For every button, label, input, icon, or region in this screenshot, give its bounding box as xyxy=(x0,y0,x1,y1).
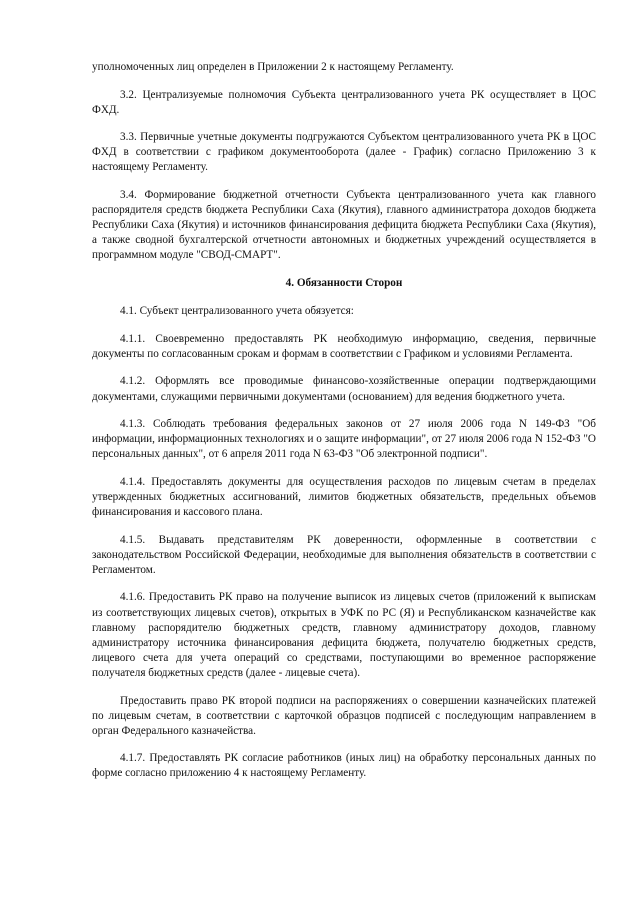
paragraph-continuation: уполномоченных лиц определен в Приложении 2 к настоящему Регламенту. xyxy=(92,61,454,73)
paragraph-4-1-7: 4.1.7. Предоставлять РК согласие работников (иных лиц) на обработку персональных данных по форме согласно приложению 4 к настоящему Регламенту. xyxy=(92,752,596,780)
paragraph-second-signature: Предоставить право РК второй подписи на распоряжениях о совершении казначейских платежей по лицевым счетам, в соответствии с карточкой образцов подписей с последующим направлением в орган Федерального казначейства. xyxy=(92,694,596,737)
paragraph-4-1-2: 4.1.2. Оформлять все проводимые финансово-хозяйственные операции подтверждающими документами, служащими первичными документами (основанием) для ведения бюджетного учета. xyxy=(92,375,596,403)
paragraph-4-1-6: 4.1.6. Предоставить РК право на получение выписок из лицевых счетов (приложений к выпискам из соответствующих лицевых счетов), открытых в УФК по РС (Я) и Республиканском казначействе как главному распорядителю бюджетных средств, главному администратору доходов, главному администратору источника финансирования дефицита бюджета, получателю бюджетных средств, лицевого счета для учета операций со средствами, поступающими во временное распоряжение получателя бюджетных средств (далее - лицевые счета). xyxy=(92,591,596,679)
paragraph-4-1-4: 4.1.4. Предоставлять документы для осуществления расходов по лицевым счетам в пределах утвержденных бюджетных ассигнований, лимитов бюджетных обязательств, предельных объемов финансирования и кассового плана. xyxy=(92,475,596,519)
paragraph-4-1-3: 4.1.3. Соблюдать требования федеральных законов от 27 июля 2006 года N 149-ФЗ "Об информации, информационных технологиях и о защите информации", от 27 июля 2006 года N 152-ФЗ "О персональных данных", от 6 апреля 2011 года N 63-ФЗ "Об электронной подписи". xyxy=(92,418,596,461)
paragraph-4-1: 4.1. Субъект централизованного учета обязуется: xyxy=(120,305,354,318)
section-heading: 4. Обязанности Сторон xyxy=(285,277,403,290)
paragraph-3-2: 3.2. Централизуемые полномочия Субъекта централизованного учета РК осуществляет в ЦОС ФХД. xyxy=(92,88,596,116)
paragraph-3-3: 3.3. Первичные учетные документы подгружаются Субъектом централизованного учета РК в ЦОС ФХД в соответствии с графиком документооборота (далее - График) согласно Приложению 3 к настоящему Регламенту. xyxy=(92,131,596,174)
paragraph-3-4: 3.4. Формирование бюджетной отчетности Субъекта централизованного учета как главного распорядителя средств бюджета Республики Саха (Якутия), главного администратора доходов бюджета Республики Саха (Якутия) и источников финансирования дефицита бюджета Республики Саха (Якутия), а также сводной бухгалтерской отчетности автономных и бюджетных учреждений осуществляется в программном модуле "СВОД-СМАРТ". xyxy=(92,189,596,262)
document-body xyxy=(92,60,596,794)
paragraph-4-1-1: 4.1.1. Своевременно предоставлять РК необходимую информацию, сведения, первичные документы по согласованным срокам и формам в соответствии с Графиком и условиями Регламента. xyxy=(92,332,596,360)
paragraph-4-1-5: 4.1.5. Выдавать представителям РК доверенности, оформленные в соответствии с законодательством Российской Федерации, необходимые для выполнения обязательств в соответствии с Регламентом. xyxy=(92,533,596,576)
